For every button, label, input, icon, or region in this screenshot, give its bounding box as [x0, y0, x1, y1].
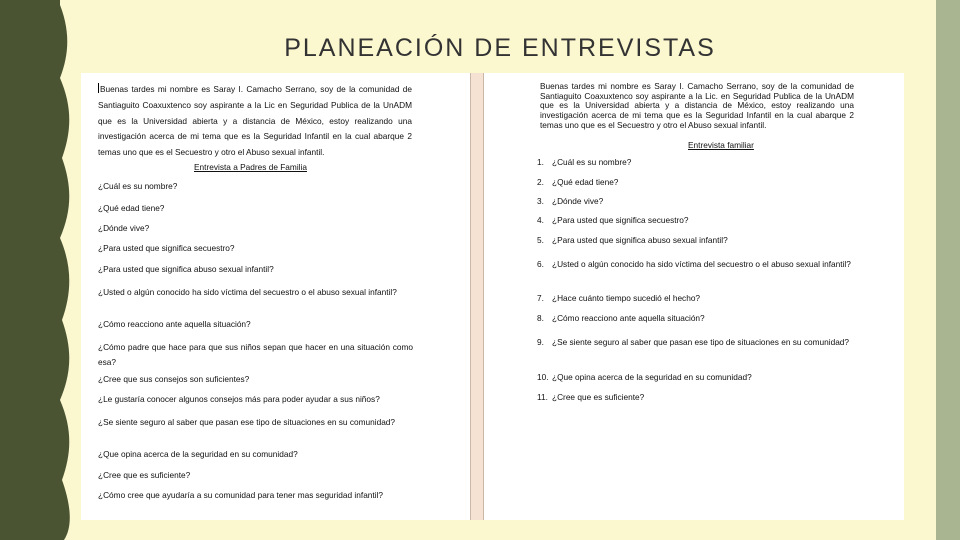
question-item: ¿Cómo cree que ayudaría a su comunidad para tener mas seguridad infantil? [98, 490, 384, 500]
question-item: ¿Usted o algún conocido ha sido víctima del secuestro o el abuso sexual infantil? [98, 287, 397, 297]
question-item: ¿Cómo padre que hace para que sus niños sepan que hacer en una situación como esa? [98, 342, 413, 368]
family-interview-heading: Entrevista familiar [688, 140, 754, 150]
question-number: 11. [537, 392, 548, 402]
numbered-question [537, 313, 855, 324]
numbered-question [537, 333, 855, 352]
numbered-question [537, 392, 855, 403]
text-cursor [98, 83, 99, 93]
question-number: 9. [537, 337, 544, 347]
question-text: ¿Dónde vive? [552, 196, 604, 206]
question-item: ¿Se siente seguro al saber que pasan ese tipo de situaciones en su comunidad? [98, 417, 396, 427]
question-text: ¿Para usted que significa abuso sexual infantil? [552, 235, 728, 245]
question-text: ¿Se siente seguro al saber que pasan ese tipo de situaciones en su comunidad? [552, 337, 850, 347]
question-text: ¿Que opina acerca de la seguridad en su comunidad? [552, 372, 752, 382]
numbered-question [537, 177, 855, 188]
question-text: ¿Usted o algún conocido ha sido víctima del secuestro o el abuso sexual infantil? [552, 259, 851, 269]
question-text: ¿Cree que es suficiente? [552, 392, 645, 402]
numbered-question [537, 157, 855, 168]
right-decorative-band [936, 0, 960, 540]
parents-interview-heading: Entrevista a Padres de Familia [194, 162, 307, 172]
question-item: ¿Cómo reacciono ante aquella situación? [98, 319, 251, 329]
question-number: 8. [537, 313, 544, 323]
question-number: 10. [537, 372, 549, 382]
question-item: ¿Dónde vive? [98, 223, 150, 233]
question-text: ¿Hace cuánto tiempo sucedió el hecho? [552, 293, 701, 303]
question-number: 6. [537, 259, 544, 269]
numbered-question [537, 235, 855, 246]
question-number: 3. [537, 196, 544, 206]
numbered-question [537, 372, 855, 383]
question-number: 5. [537, 235, 544, 245]
family-interview-page [484, 73, 904, 520]
question-item: ¿Que opina acerca de la seguridad en su comunidad? [98, 449, 298, 459]
question-text: ¿Cuál es su nombre? [552, 157, 632, 167]
slide-title: PLANEACIÓN DE ENTREVISTAS [284, 34, 716, 62]
question-item: ¿Para usted que significa secuestro? [98, 243, 235, 253]
numbered-question [537, 293, 855, 304]
intro-paragraph: Buenas tardes mi nombre es Saray I. Camacho Serrano, soy de la comunidad de Santiaguito Coaxuxtenco soy aspirante a la Lic en Seguridad Publica de la UnADM que es la Universidad abierta y a distancia de México, estoy realizando una investigación acerca de mi tema que es la Seguridad Infantil en la cual abarque 2 temas uno que es el Secuestro y otro el Abuso sexual infantil. [98, 84, 412, 157]
question-item: ¿Qué edad tiene? [98, 203, 165, 213]
parents-interview-page [81, 73, 470, 520]
question-text: ¿Para usted que significa secuestro? [552, 215, 689, 225]
question-text: ¿Qué edad tiene? [552, 177, 619, 187]
left-scallop-edge [0, 0, 80, 540]
question-number: 1. [537, 157, 544, 167]
question-number: 2. [537, 177, 544, 187]
question-item: ¿Cree que es suficiente? [98, 470, 191, 480]
page-divider [470, 73, 484, 520]
question-item: ¿Cree que sus consejos son suficientes? [98, 374, 250, 384]
intro-paragraph: Buenas tardes mi nombre es Saray I. Camacho Serrano, soy de la comunidad de Santiaguito Coaxuxtenco soy aspirante a la Lic. en Seguridad Publica de la UnADM que es la Universidad abierta y a distancia de México, estoy realizando una investigación acerca de mi tema que es la Seguridad Infantil en la cual abarque 2 temas uno que es el Secuestro y otro el Abuso sexual infantil. [540, 81, 854, 130]
numbered-question [537, 255, 855, 274]
question-item: ¿Cuál es su nombre? [98, 181, 178, 191]
question-number: 7. [537, 293, 544, 303]
question-number: 4. [537, 215, 544, 225]
question-text: ¿Cómo reacciono ante aquella situación? [552, 313, 705, 323]
question-item: ¿Para usted que significa abuso sexual infantil? [98, 264, 274, 274]
numbered-question [537, 196, 855, 207]
numbered-question [537, 215, 855, 226]
question-item: ¿Le gustaría conocer algunos consejos más para poder ayudar a sus niños? [98, 394, 380, 404]
